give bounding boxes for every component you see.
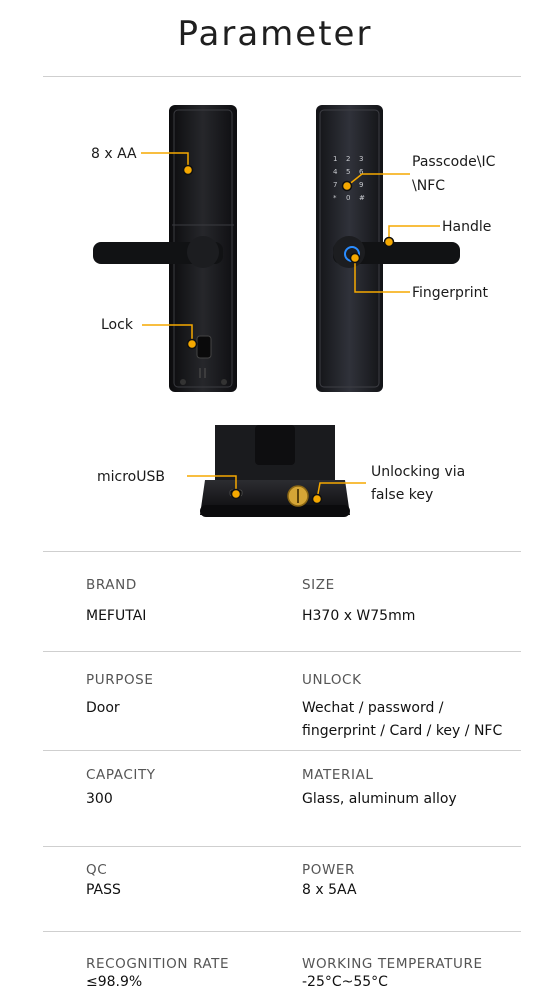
spec-label-material: MATERIAL [302, 767, 374, 783]
spec-value-material: Glass, aluminum alloy [302, 791, 457, 807]
front-panel [316, 105, 460, 392]
keypad-digit: 0 [346, 194, 351, 202]
divider [43, 750, 521, 751]
keypad-digit: 1 [333, 155, 338, 163]
spec-label-working-temperature: WORKING TEMPERATURE [302, 956, 483, 972]
spec-value-working-temperature: -25°C~55°C [302, 974, 388, 990]
spec-label-capacity: CAPACITY [86, 767, 156, 783]
keypad-digit: 7 [333, 181, 338, 189]
callout-false-key-2: false key [371, 487, 434, 503]
callout-fingerprint: Fingerprint [412, 285, 488, 301]
spec-label-brand: BRAND [86, 577, 137, 593]
spec-value-qc: PASS [86, 882, 121, 898]
keypad-digit: 4 [333, 168, 338, 176]
spec-value-recognition-rate: ≤98.9% [86, 974, 143, 990]
divider [43, 931, 521, 932]
divider [43, 551, 521, 552]
spec-value-unlock-1: Wechat / password / [302, 700, 444, 716]
spec-value-unlock-2: fingerprint / Card / key / NFC [302, 723, 503, 739]
bottom-view [200, 425, 350, 517]
spec-value-size: H370 x W75mm [302, 608, 416, 624]
callout-passcode-1: Passcode\IC [412, 154, 496, 170]
keypad-digit: 3 [359, 155, 364, 163]
spec-label-size: SIZE [302, 577, 335, 593]
svg-text:*: * [333, 194, 337, 202]
spec-label-power: POWER [302, 862, 356, 878]
callout-handle: Handle [442, 219, 492, 235]
keypad-digit: 5 [346, 168, 351, 176]
handle-leader [389, 226, 440, 242]
spec-label-purpose: PURPOSE [86, 672, 154, 688]
spec-value-power: 8 x 5AA [302, 882, 357, 898]
spec-value-purpose: Door [86, 700, 120, 716]
spec-label-unlock: UNLOCK [302, 672, 362, 688]
spec-value-capacity: 300 [86, 791, 113, 807]
spec-label-recognition-rate: RECOGNITION RATE [86, 956, 230, 972]
divider [43, 651, 521, 652]
callout-microusb: microUSB [97, 469, 165, 485]
keypad-digit: 9 [359, 181, 364, 189]
keypad-digit: 6 [359, 168, 364, 176]
spec-value-brand: MEFUTAI [86, 608, 147, 624]
keypad-digit: 2 [346, 155, 351, 163]
svg-text:#: # [359, 194, 365, 202]
callout-lock: Lock [101, 317, 133, 333]
callout-false-key-1: Unlocking via [371, 464, 466, 480]
divider [43, 846, 521, 847]
page-title: Parameter [177, 14, 373, 54]
spec-label-qc: QC [86, 862, 108, 878]
callout-battery: 8 x AA [91, 146, 137, 162]
callout-passcode-2: \NFC [412, 178, 446, 194]
